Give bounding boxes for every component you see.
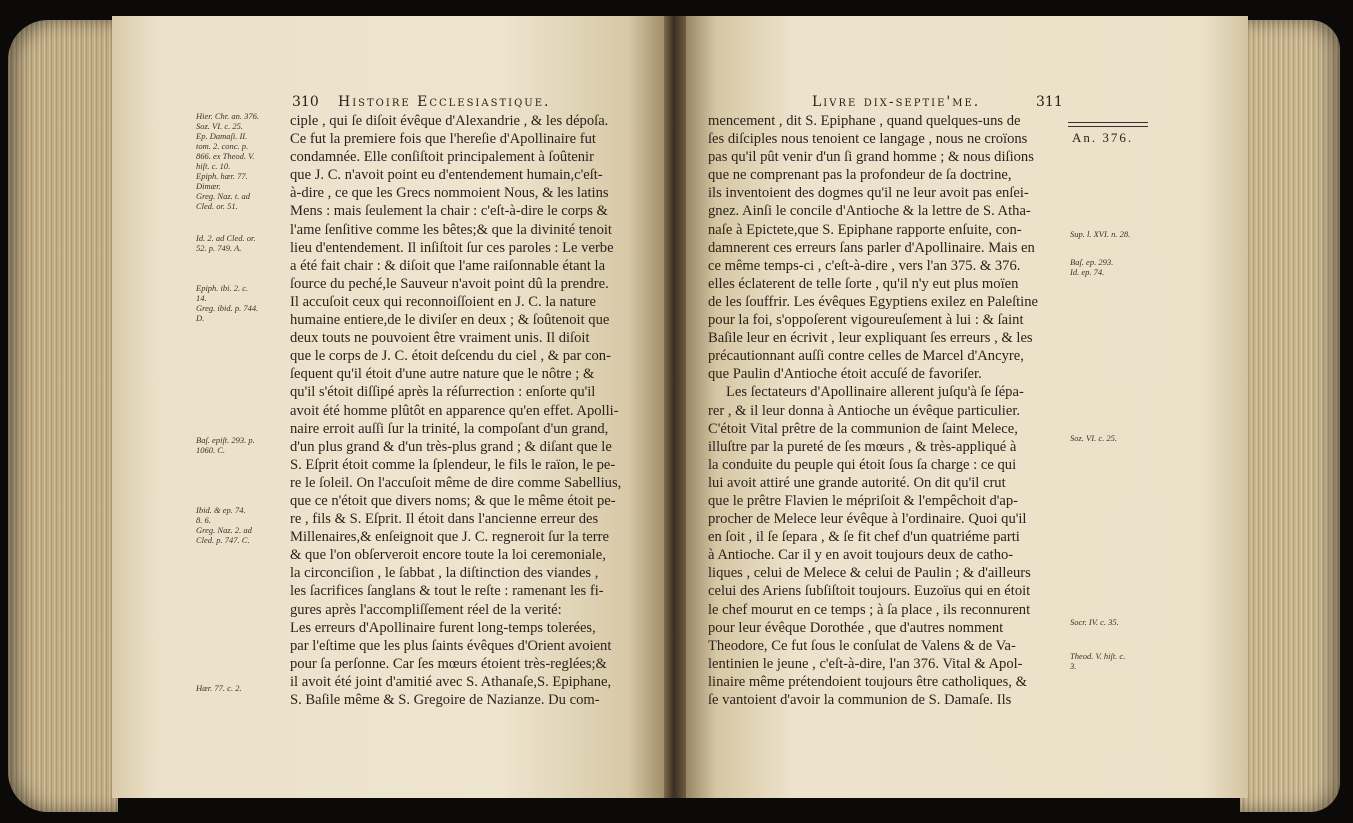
margin-note: 14. [196, 293, 207, 303]
margin-note: D. [196, 313, 205, 323]
margin-note: Dimær. [196, 181, 221, 191]
text-line: Ce fut la premiere fois que l'hereſie d'Apollinaire fut [290, 131, 596, 148]
left-body-text [290, 112, 656, 709]
text-line: lui avoit attiré une grande autorité. On dit qu'il crut [708, 474, 1006, 491]
text-line: a été fait chair : & diſoit que l'ame raiſonnable étant la [290, 257, 606, 274]
text-line: S. Baſile même & S. Gregoire de Nazianze. Du com- [290, 692, 600, 708]
margin-note: Hier. Chr. an. 376. [196, 111, 260, 121]
text-line: ſource du peché,le Sauveur n'avoit point dû la prendre. [290, 275, 609, 292]
margin-note: Ibid. & ep. 74. [196, 505, 246, 515]
margin-note: Theod. V. hiſt. c. [1070, 651, 1126, 661]
year-rule [1068, 122, 1148, 123]
text-line: naire erroit auſſi ſur la trinité, la compoſant d'un grand, [290, 420, 609, 437]
text-line: que ce n'étoit que divers noms; & que le même étoit pe- [290, 492, 616, 509]
text-line: par l'eſtime que les plus ſaints évêques d'Orient avoient [290, 637, 612, 654]
margin-note: Cled. p. 747. C. [196, 535, 250, 545]
text-line: la conduite du peuple qui étoit ſous ſa charge : ce qui [708, 456, 1017, 473]
margin-note: 8. 6. [196, 515, 211, 525]
text-line: lentinien le jeune , c'eſt-à-dire, l'an 376. Vital & Apol- [708, 655, 1023, 672]
margin-note: 1060. C. [196, 445, 226, 455]
text-line: que le corps de J. C. étoit deſcendu du ciel , & par con- [290, 348, 611, 365]
margin-note: Id. ep. 74. [1070, 267, 1105, 277]
text-line: celui des Ariens ſubſiſtoit toujours. Euzoïus qui en étoit [708, 583, 1031, 600]
text-line: procher de Melece leur évêque à l'ordinaire. Quoi qu'il [708, 511, 1027, 528]
text-line: S. Eſprit étoit comme la ſplendeur, le fils le raïon, le pe- [290, 456, 616, 473]
margin-note: hiſt. c. 10. [196, 161, 231, 171]
margin-note: Greg. ibid. p. 744. [196, 303, 259, 313]
left-page-number: 310 [292, 94, 319, 110]
text-line: pour leur évêque Dorothée , que d'autres nomment [708, 619, 1004, 636]
text-line: que Paulin d'Antioche étoit accuſé de favoriſer. [708, 366, 982, 383]
text-line: il avoit été joint d'amitié avec S. Athanaſe,S. Epiphane, [290, 673, 612, 690]
text-line: que J. C. n'avoit point eu d'entendement humain,c'eſt- [290, 167, 603, 184]
text-line: ſe vantoient d'avoir la communion de S. Damaſe. Ils [708, 692, 1012, 708]
right-page-number: 311 [1036, 94, 1063, 110]
year-label: An. 376. [1072, 130, 1134, 145]
text-line: elles éclaterent de telle ſorte , qu'il n'y eut plus moïen [708, 275, 1019, 292]
text-line: gnez. Ainſi le concile d'Antioche & la lettre de S. Atha- [708, 203, 1031, 220]
text-line: le chef mourut en ce temps ; à ſa place , ils reconnurent [708, 601, 1031, 618]
text-line: pour ſa perſonne. Car ſes mœurs étoient très-reglées;& [290, 655, 607, 672]
year-rule [1068, 126, 1148, 127]
text-line: linaire même prétendoient toujours être catholiques, & [708, 673, 1027, 690]
right-margin-notes [1070, 230, 1162, 690]
margin-note: 3. [1070, 661, 1077, 671]
margin-note: Hær. 77. c. 2. [196, 683, 242, 693]
right-body-text [708, 112, 1064, 709]
text-line: qu'il s'étoit diſſipé après la réſurrection : enſorte qu'il [290, 384, 596, 401]
text-line: damnerent ces erreurs ſans parler d'Apollinaire. Mais en [708, 239, 1035, 256]
book-gutter [664, 16, 686, 798]
text-line: re , fils & S. Eſprit. Il étoit dans l'ancienne erreur des [290, 511, 599, 528]
text-line: gures après l'accompliſſement réel de la verité: [290, 601, 562, 618]
text-line: deux touts ne pouvoient être vraiment unis. Il diſoit [290, 330, 590, 347]
text-line: mencement , dit S. Epiphane , quand quelques-uns de [708, 113, 1021, 129]
text-line: ſequent qu'il étoit d'une autre nature que le nôtre ; & [290, 366, 595, 383]
text-line: ce même temps-ci , c'eſt-à-dire , vers l'an 375. & 376. [708, 257, 1021, 274]
text-line: d'un plus grand & d'un très-plus grand ; & diſant que le [290, 438, 612, 455]
margin-note: Soz. VI. c. 25. [1070, 433, 1117, 443]
text-line: Theodore, Ce fut ſous le conſulat de Valens & de Va- [708, 637, 1016, 654]
text-line: en ſoit , il ſe ſepara , & ſe fit chef d'un quatriéme parti [708, 529, 1020, 546]
margin-note: Baſ. ep. 293. [1070, 257, 1114, 267]
text-line: liques , celui de Melece & celui de Paulin ; & d'ailleurs [708, 565, 1031, 582]
text-line: précautionnant auſſi contre celles de Marcel d'Ancyre, [708, 348, 1024, 365]
margin-note: Socr. IV. c. 35. [1070, 617, 1119, 627]
text-line: pour la foi, s'oppoſerent vigoureuſement à lui : & ſaint [708, 312, 1024, 329]
right-running-head: Livre dix-septie'me. [812, 94, 981, 110]
text-line: humaine entiere,de le diviſer en deux ; & ſoûtenoit que [290, 312, 610, 329]
text-line: C'étoit Vital prêtre de la communion de ſaint Melece, [708, 420, 1018, 437]
margin-note: tom. 2. conc. p. [196, 141, 249, 151]
text-line: & que l'on obſerveroit encore toute la loi ceremoniale, [290, 547, 606, 564]
text-line: Les erreurs d'Apollinaire furent long-temps tolerées, [290, 619, 596, 636]
margin-note: Epiph. ibi. 2. c. [196, 283, 249, 293]
text-line: rer , & il leur donna à Antioche un évêque particulier. [708, 402, 1021, 419]
margin-note: Baſ. epiſt. 293. p. [196, 435, 255, 445]
margin-note: Cled. or. 51. [196, 201, 238, 211]
text-line: lieu d'entendement. Il inſiſtoit ſur ces paroles : Le verbe [290, 239, 614, 256]
left-running-head: Histoire Ecclesiastique. [338, 94, 551, 110]
text-line: naſe à Epictete,que S. Epiphane rapporte enſuite, con- [708, 221, 1022, 238]
text-line: re le ſoleil. On l'accuſoit même de dire comme Sabellius, [290, 474, 622, 491]
margin-note: Sup. l. XVI. n. 28. [1070, 229, 1131, 239]
text-line: ſes diſciples nous tenoient ce langage , nous ne croïons [708, 131, 1028, 148]
text-line: que ne comprenant pas la profondeur de ſa doctrine, [708, 167, 1012, 184]
text-line: Mens : mais ſeulement la chair : c'eſt-à-dire le corps & [290, 203, 608, 220]
margin-note: 866. ex Theod. V. [196, 151, 255, 161]
margin-note: Ep. Damaſi. II. [196, 131, 248, 141]
margin-note: Greg. Naz. t. ad [196, 191, 250, 201]
text-line: Il accuſoit ceux qui reconnoiſſoient en J. C. la nature [290, 293, 596, 310]
text-line: la circonciſion , le ſabbat , la diſtinction des viandes , [290, 565, 599, 582]
margin-note: Greg. Naz. 2. ad [196, 525, 252, 535]
text-line: l'ame ſenſitive comme les bêtes;& que la divinité tenoit [290, 221, 612, 238]
right-page-edges [1240, 20, 1340, 812]
text-line: ciple , qui ſe diſoit évêque d'Alexandrie , & les dépoſa. [290, 113, 609, 129]
margin-note: 52. p. 749. A. [196, 243, 242, 253]
text-line: ils inventoient des dogmes qu'il ne leur avoit pas enſei- [708, 185, 1029, 202]
text-line: de les ſouffrir. Les évêques Egyptiens exilez en Paleſtine [708, 293, 1039, 310]
text-line: pas qu'il pût venir d'un ſi grand homme ; & nous diſions [708, 149, 1034, 166]
text-line: avoit été homme plûtôt en apparence qu'en effet. Apolli- [290, 402, 619, 419]
text-line: condamnée. Elle conſiſtoit principalement à ſoûtenir [290, 149, 594, 166]
text-line: illuſtre par la pureté de ſes mœurs , & très-appliqué à [708, 438, 1017, 455]
text-line: à-dire , ce que les Grecs nommoient Nous, & les latins [290, 185, 609, 202]
text-line: Les ſectateurs d'Apollinaire allerent juſqu'à ſe ſépa- [726, 384, 1024, 401]
text-line: Millenaires,& enſeignoit que J. C. regneroit ſur la terre [290, 529, 609, 546]
left-margin-notes [196, 112, 288, 702]
margin-note: Id. 2. ad Cled. or. [196, 233, 256, 243]
text-line: les ſacrifices ſanglans & tout le reſte : ramenant les fi- [290, 583, 604, 600]
text-line: que le prêtre Flavien le mépriſoit & l'empêchoit d'ap- [708, 492, 1019, 509]
margin-note: Soz. VI. c. 25. [196, 121, 243, 131]
text-line: Baſile leur en écrivit , leur expliquant ſes erreurs , & les [708, 330, 1033, 347]
left-page-edges [8, 20, 118, 812]
text-line: à Antioche. Car il y en avoit toujours deux de catho- [708, 547, 1014, 564]
margin-note: Epiph. hær. 77. [196, 171, 248, 181]
